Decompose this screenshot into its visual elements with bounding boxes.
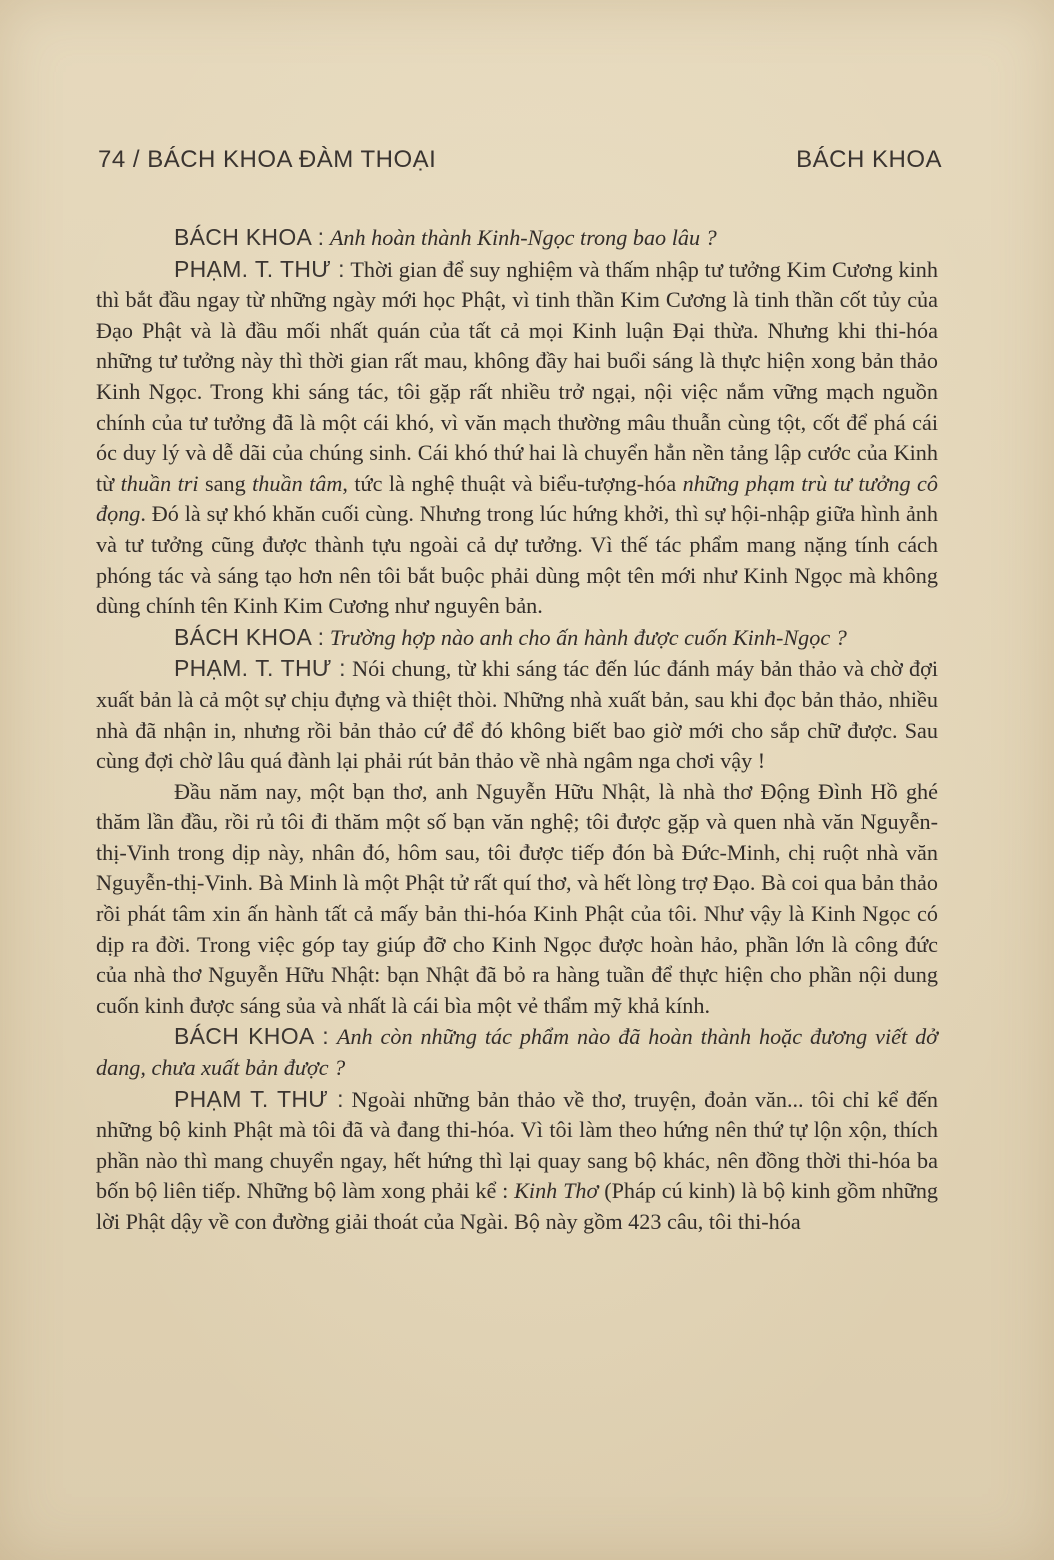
speaker-label: BÁCH KHOA : xyxy=(174,623,325,650)
answer-text: Nói chung, từ khi sáng tác đến lúc đánh máy bản thảo và chờ đợi xuất bản là cả một sự chịu đựng và thiệt thòi. Những nhà xuất bản, sau khi đọc bản thảo, nhiều nhà đã nhận in, nhưng rồi bản thảo cứ để đó không biết bao giờ mới cho sắp chữ được. Sau cùng đợi chờ lâu quá đành lại phải rút bản thảo về nhà ngâm nga chơi vậy ! xyxy=(96,656,939,774)
header-page-and-section: 74 / BÁCH KHOA ĐÀM THOẠI xyxy=(98,146,437,173)
question-text: Anh hoàn thành Kinh-Ngọc trong bao lâu ? xyxy=(329,225,717,250)
header-magazine-title: BÁCH KHOA xyxy=(796,146,942,173)
emphasis-text: những phạm trù tư tưởng cô đọng xyxy=(96,470,938,527)
question-text: Anh còn những tác phẩm nào đã hoàn thành hoặc đương viết dở dang, chưa xuất bản được ? xyxy=(96,1024,938,1081)
question-paragraph xyxy=(96,222,938,254)
question-paragraph xyxy=(96,622,938,654)
emphasis-text: thuần tâm xyxy=(252,470,343,496)
speaker-label: PHẠM T. THƯ : xyxy=(174,1085,344,1112)
emphasis-text: thuần tri xyxy=(120,470,199,496)
answer-paragraph xyxy=(96,653,938,776)
question-text: Trường hợp nào anh cho ấn hành được cuốn Kinh-Ngọc ? xyxy=(329,624,847,650)
running-header xyxy=(98,146,942,174)
question-paragraph xyxy=(96,1021,938,1083)
emphasis-text: Kinh Thơ xyxy=(514,1178,599,1204)
answer-text: sang xyxy=(198,470,253,496)
answer-text: (Pháp cú kinh) là bộ kinh gồm những lời Phật dậy về con đường giải thoát của Ngài. Bộ này gồm 423 câu, tôi thi-hóa xyxy=(96,1178,939,1234)
interview-text xyxy=(96,222,938,1238)
answer-paragraph xyxy=(96,1084,938,1238)
speaker-label: PHẠM. T. THƯ : xyxy=(174,655,346,682)
body-paragraph: Đầu năm nay, một bạn thơ, anh Nguyễn Hữu Nhật, là nhà thơ Động Đình Hồ ghé thăm lần đầu, rồi rủ tôi đi thăm một số bạn văn nghệ; tôi được gặp và quen nhà văn Nguyễn-thị-Vinh trong dịp này, nhân đó, hôm sau, tôi được tiếp đón bà Đức-Minh, chị ruột nhà văn Nguyễn-thị-Vinh. Bà Minh là một Phật tử rất quí thơ, và hết lòng trợ Đạo. Bà coi qua bản thảo rồi phát tâm xin ấn hành tất cả mấy bản thi-hóa Kinh Phật của tôi. Như vậy là Kinh Ngọc có dịp ra đời. Trong việc góp tay giúp đỡ cho Kinh Ngọc được hoàn hảo, phần lớn là công đức của nhà thơ Nguyễn Hữu Nhật: bạn Nhật đã bỏ ra hàng tuần để thực hiện cho phần nội dung cuốn kinh được sáng sủa và nhất là cái bìa một vẻ thẩm mỹ khả kính. xyxy=(96,778,938,1018)
answer-paragraph xyxy=(96,254,938,622)
speaker-label: BÁCH KHOA : xyxy=(174,1023,329,1050)
answer-text: Thời gian để suy nghiệm và thấm nhập tư tưởng Kim Cương kinh thì bắt đầu ngay từ những ngày mới học Phật, vì tinh thần Kim Cương là tinh thần cốt tủy của Đạo Phật và là đầu mối nhất quán của tất cả mọi Kinh luận Đại thừa. Nhưng khi thi-hóa những tư tưởng này thì thời gian rất mau, không đầy hai buổi sáng là thực hiện xong bản thảo Kinh Ngọc. Trong khi sáng tác, tôi gặp rất nhiều trở ngại, nội việc nắm vững mạch nguồn chính của tư tưởng đã là một cái khó, vì văn mạch thường mâu thuẫn cùng tột, cốt để phá cái óc duy lý và dễ dãi của chúng sinh. Cái khó thứ hai là chuyển hẳn nền tảng lập cước của Kinh từ xyxy=(96,256,938,496)
answer-text: Ngoài những bản thảo về thơ, truyện, đoản văn... tôi chỉ kể đến những bộ kinh Phật mà tôi đã và đang thi-hóa. Vì tôi làm theo hứng nên thứ tự lộn xộn, thích phần nào thì mang chuyển ngay, hết hứng thì lại quay sang bộ khác, nên đồng thời thi-hóa ba bốn bộ liên tiếp. Những bộ làm xong phải kể : xyxy=(96,1086,938,1204)
speaker-label: BÁCH KHOA : xyxy=(174,224,325,250)
answer-text: . Đó là sự khó khăn cuối cùng. Nhưng trong lúc hứng khởi, thì sự hội-nhập giữa hình ảnh và tư tưởng cũng được thành tựu ngoài cả dự tưởng. Vì thế tác phẩm mang nặng tính cách phóng tác và sáng tạo hơn nên tôi bắt buộc phải dùng một tên mới như Kinh Ngọc mà không dùng chính tên Kinh Kim Cương như nguyên bản. xyxy=(96,501,938,619)
speaker-label: PHẠM. T. THƯ : xyxy=(174,255,345,282)
answer-text: , tức là nghệ thuật và biểu-tượng-hóa xyxy=(342,470,683,496)
